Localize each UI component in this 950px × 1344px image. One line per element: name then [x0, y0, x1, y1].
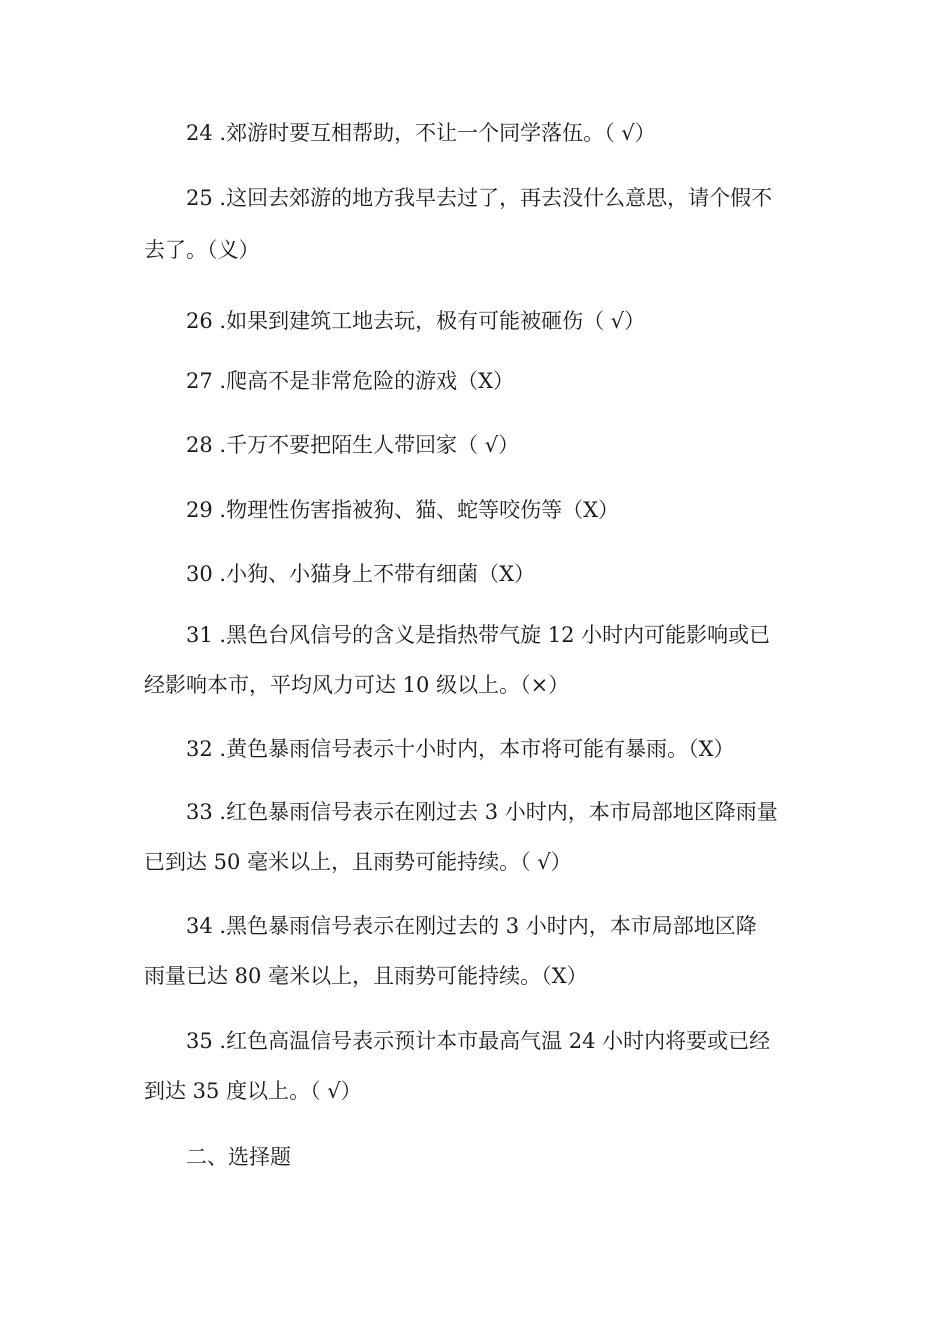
- item-28-line-1: 28 .千万不要把陌生人带回家（ √）: [186, 433, 520, 457]
- item-32-line-1: 32 .黄色暴雨信号表示十小时内，本市将可能有暴雨。（X）: [186, 737, 735, 761]
- item-29-line-1: 29 .物理性伤害指被狗、猫、蛇等咬伤等（X）: [186, 498, 620, 522]
- section-heading: 二、选择题: [186, 1145, 291, 1169]
- item-34-line-1: 34 .黑色暴雨信号表示在刚过去的 3 小时内，本市局部地区降: [186, 914, 757, 938]
- item-33-line-1: 33 .红色暴雨信号表示在刚过去 3 小时内，本市局部地区降雨量: [186, 800, 778, 824]
- item-25-line-1: 25 .这回去郊游的地方我早去过了，再去没什么意思，请个假不: [186, 186, 773, 210]
- item-24-line-1: 24 .郊游时要互相帮助，不让一个同学落伍。（ √）: [186, 121, 656, 145]
- item-25-line-2: 去了。（义）: [144, 238, 260, 262]
- item-35-line-1: 35 .红色高温信号表示预计本市最高气温 24 小时内将要或已经: [186, 1029, 771, 1053]
- item-33-line-2: 已到达 50 毫米以上，且雨势可能持续。（ √）: [144, 850, 572, 874]
- item-26-line-1: 26 .如果到建筑工地去玩，极有可能被砸伤（ √）: [186, 309, 646, 333]
- item-31-line-2: 经影响本市，平均风力可达 10 级以上。（×）: [144, 673, 570, 697]
- item-27-line-1: 27 .爬高不是非常危险的游戏（X）: [186, 369, 515, 393]
- item-35-line-2: 到达 35 度以上。（ √）: [144, 1079, 362, 1103]
- item-31-line-1: 31 .黑色台风信号的含义是指热带气旋 12 小时内可能影响或已: [186, 623, 771, 647]
- item-30-line-1: 30 .小狗、小猫身上不带有细菌（X）: [186, 562, 536, 586]
- item-34-line-2: 雨量已达 80 毫米以上，且雨势可能持续。（X）: [144, 964, 588, 988]
